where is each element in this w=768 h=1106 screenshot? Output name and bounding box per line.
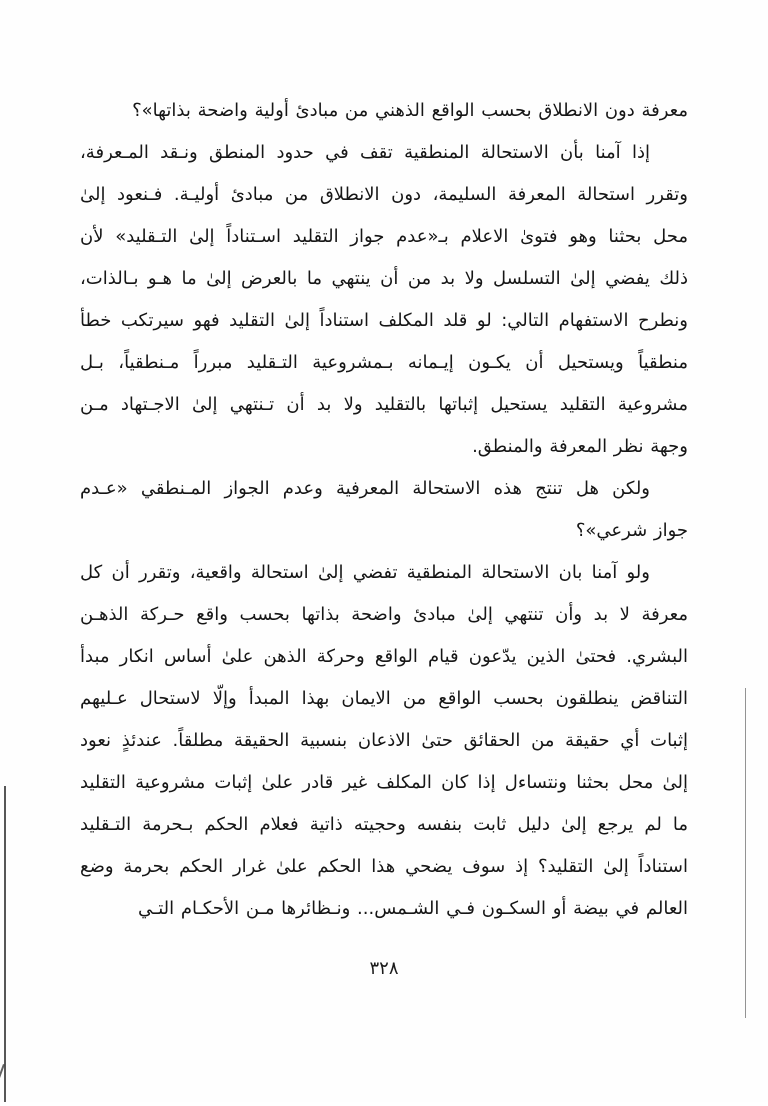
text-line: وتقرر استحالة المعرفة السليمة، دون الانطلاق من مبادئ أوليـة. فـنعود إلىٰ <box>80 184 688 205</box>
text-line: منطقياً ويستحيل أن يكـون إيـمانه بـمشروعية التـقليد مبرراً مـنطقياً، بـل <box>80 352 688 373</box>
text-line: ما لم يرجع إلىٰ دليل ثابت بنفسه وحجيته ذاتية فعلام الحكم بـحرمة التـقليد <box>80 814 688 835</box>
text-line: إذا آمنا بأن الاستحالة المنطقية تقف في حدود المنطق ونـقد المـعرفة، <box>80 142 650 163</box>
body-text <box>80 90 688 930</box>
text-line: معرفة دون الانطلاق بحسب الواقع الذهني من مبادئ أولية واضحة بذاتها»؟ <box>132 100 688 121</box>
scan-artifact-left-edge <box>4 786 6 1102</box>
page-number: ٣٢٨ <box>369 958 399 979</box>
text-line: محل بحثنا وهو فتوىٰ الاعلام بـ«عدم جواز التقليد اسـتناداً إلىٰ التـقليد» لأن <box>80 226 688 247</box>
text-line: مشروعية التقليد يستحيل إثباتها بالتقليد ولا بد أن تـنتهي إلىٰ الاجـتهاد مـن <box>80 394 688 415</box>
text-line: إلىٰ محل بحثنا ونتساءل إذا كان المكلف غير قادر علىٰ إثبات مشروعية التقليد <box>80 772 688 793</box>
text-line: ولكن هل تنتج هذه الاستحالة المعرفية وعدم الجواز المـنطقي «عـدم <box>80 478 650 499</box>
text-line: ولو آمنا بان الاستحالة المنطقية تفضي إلىٰ استحالة واقعية، وتقرر أن كل <box>80 562 650 583</box>
text-line: معرفة لا بد وأن تنتهي إلىٰ مبادئ واضحة بذاتها بحسب واقع حـركة الذهـن <box>80 604 688 625</box>
scan-artifact-right-edge <box>745 688 746 1018</box>
text-line: ونطرح الاستفهام التالي: لو قلد المكلف استناداً إلىٰ التقليد فهو سيرتكب خطأ <box>80 310 688 331</box>
text-line: ذلك يفضي إلىٰ التسلسل ولا بد من أن ينتهي ما بالعرض إلىٰ ما هـو بـالذات، <box>80 268 688 289</box>
text-line: البشري. فحتىٰ الذين يدّعون قيام الواقع وحركة الذهن علىٰ أساس انكار مبدأ <box>80 646 688 667</box>
text-line: وجهة نظر المعرفة والمنطق. <box>472 436 688 457</box>
text-line: جواز شرعي»؟ <box>575 520 688 541</box>
text-line: استناداً إلىٰ التقليد؟ إذ سوف يضحي هذا الحكم علىٰ غرار الحكم بحرمة وضع <box>80 856 688 877</box>
text-line: العالم في بيضة أو السكـون فـي الشـمس... ونـظائرها مـن الأحكـام التـي <box>137 898 688 919</box>
text-line: التناقض ينطلقون بحسب الواقع من الايمان بهذا المبدأ وإلّا لاستحال عـليهم <box>80 688 688 709</box>
text-line: إثبات أي حقيقة من الحقائق حتىٰ الاذعان بنسبية الحقيقة مطلقاً. عندئذٍ نعود <box>80 730 688 751</box>
